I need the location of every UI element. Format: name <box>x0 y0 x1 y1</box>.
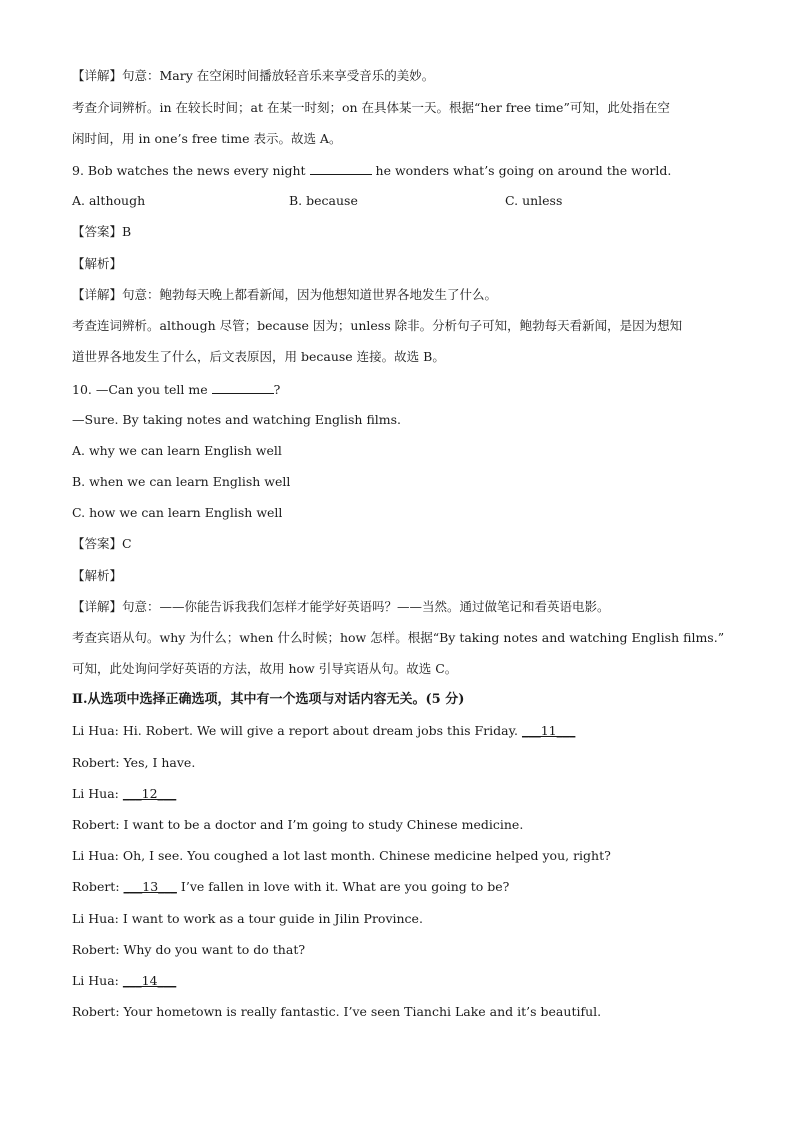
explanation-line: 闲时间，用 in one’s free time 表示。故选 A。 <box>72 131 342 146</box>
answer-label: 【答案】C <box>72 536 132 551</box>
explanation-line: 考查介词辨析。in 在较长时间；at 在某一时刻；on 在具体某一天。根据“her free time”可知，此处指在空 <box>72 100 670 115</box>
option-c: C. unless <box>505 193 563 208</box>
dialogue-text: Li Hua: <box>72 973 123 988</box>
question-text: he wonders what’s going on around the world. <box>371 163 672 178</box>
dialogue-text: Li Hua: <box>72 786 123 801</box>
section-heading: Ⅱ.从选项中选择正确选项，其中有一个选项与对话内容无关。(5 分) <box>72 692 465 707</box>
dialogue-line <box>72 973 176 989</box>
dialogue-line: Robert: Your hometown is really fantastic. I’ve seen Tianchi Lake and it’s beautiful. <box>72 1004 602 1019</box>
question-9 <box>72 162 671 179</box>
explanation-line: 考查宾语从句。why 为什么；when 什么时候；how 怎样。根据“By taking notes and watching English films.” <box>72 630 725 645</box>
analysis-label: 【解析】 <box>72 568 123 583</box>
option-b: B. because <box>289 193 358 208</box>
explanation-line: 道世界各地发生了什么，后文表原因，用 because 连接。故选 B。 <box>72 349 445 364</box>
dialogue-line <box>72 786 176 802</box>
option-c: C. how we can learn English well <box>72 505 283 520</box>
answer-blank <box>310 162 372 175</box>
option-a: A. although <box>72 193 146 208</box>
explanation-line: 【详解】句意：——你能告诉我我们怎样才能学好英语吗？——当然。通过做笔记和看英语电影。 <box>72 599 610 614</box>
dialogue-text: Robert: <box>72 879 124 894</box>
dialogue-line: Li Hua: Oh, I see. You coughed a lot last month. Chinese medicine helped you, right? <box>72 848 611 863</box>
option-a: A. why we can learn English well <box>72 443 282 458</box>
question-text: 9. Bob watches the news every night <box>72 163 310 178</box>
dialogue-blank: ___14___ <box>122 973 177 988</box>
explanation-line: 考查连词辨析。although 尽管；because 因为；unless 除非。分析句子可知，鲍勃每天看新闻，是因为想知 <box>72 318 683 333</box>
analysis-label: 【解析】 <box>72 256 123 271</box>
question-text: 10. —Can you tell me <box>72 382 212 397</box>
dialogue-line: Robert: I want to be a doctor and I’m going to study Chinese medicine. <box>72 817 524 832</box>
question-line: —Sure. By taking notes and watching English films. <box>72 412 402 427</box>
dialogue-line <box>72 723 575 739</box>
dialogue-line: Li Hua: I want to work as a tour guide in Jilin Province. <box>72 911 423 926</box>
dialogue-text: I’ve fallen in love with it. What are you going to be? <box>176 879 510 894</box>
explanation-line: 可知，此处询问学好英语的方法，故用 how 引导宾语从句。故选 C。 <box>72 661 458 676</box>
dialogue-line <box>72 879 509 895</box>
dialogue-blank: ___12___ <box>122 786 177 801</box>
dialogue-blank: ___11___ <box>521 723 576 738</box>
dialogue-line: Robert: Why do you want to do that? <box>72 942 306 957</box>
explanation-line: 【详解】句意：鲍勃每天晚上都看新闻，因为他想知道世界各地发生了什么。 <box>72 287 498 302</box>
dialogue-line: Robert: Yes, I have. <box>72 755 196 770</box>
dialogue-text: Li Hua: Hi. Robert. We will give a report about dream jobs this Friday. <box>72 723 522 738</box>
answer-blank <box>212 381 274 394</box>
dialogue-blank: ___13___ <box>123 879 177 894</box>
answer-label: 【答案】B <box>72 224 132 239</box>
explanation-line: 【详解】句意：Mary 在空闲时间播放轻音乐来享受音乐的美妙。 <box>72 68 435 83</box>
question-10 <box>72 381 280 398</box>
option-b: B. when we can learn English well <box>72 474 291 489</box>
question-text: ? <box>273 382 281 397</box>
